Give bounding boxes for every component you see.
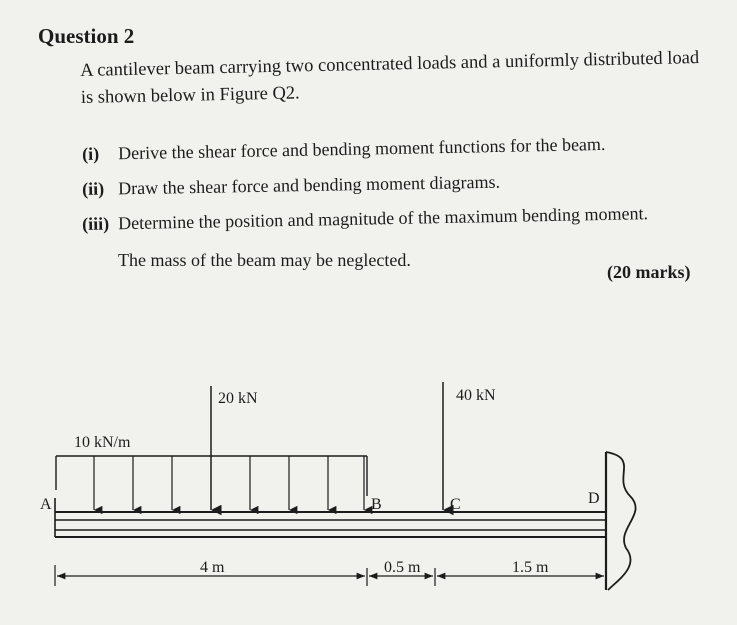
point-label-d: D xyxy=(588,490,600,507)
dimension-label-0-5m: 0.5 m xyxy=(384,559,421,576)
question-heading: Question 2 xyxy=(38,24,135,48)
point-label-a: A xyxy=(40,496,52,513)
intro-line-2: is shown below in Figure Q2. xyxy=(80,83,300,108)
dimension-label-4m: 4 m xyxy=(200,559,225,576)
marks-label: (20 marks) xyxy=(607,262,691,282)
intro-line-1: A cantilever beam carrying two concentrated loads and a uniformly distributed load xyxy=(80,48,700,81)
load-1-label: 20 kN xyxy=(218,390,258,407)
load-2-label: 40 kN xyxy=(456,387,496,404)
dimension-label-1-5m: 1.5 m xyxy=(512,559,549,576)
task-iii-number: (iii) xyxy=(82,213,110,234)
udl-arrows xyxy=(94,456,364,510)
mass-note: The mass of the beam may be neglected. xyxy=(118,250,411,270)
task-ii-number: (ii) xyxy=(82,178,105,199)
dimension-lines xyxy=(55,559,604,586)
point-label-c: C xyxy=(450,496,461,513)
task-iii-text: Determine the position and magnitude of the maximum bending moment. xyxy=(117,203,649,234)
task-ii-text: Draw the shear force and bending moment diagrams. xyxy=(117,171,501,199)
fixed-support-wall xyxy=(606,452,636,590)
udl-label: 10 kN/m xyxy=(74,434,131,451)
beam xyxy=(55,498,606,537)
point-load-20kn xyxy=(211,386,258,510)
task-i-text: Derive the shear force and bending moment functions for the beam. xyxy=(117,133,606,164)
point-label-b: B xyxy=(371,496,382,513)
point-load-40kn xyxy=(443,382,496,510)
task-i-number: (i) xyxy=(82,143,100,164)
